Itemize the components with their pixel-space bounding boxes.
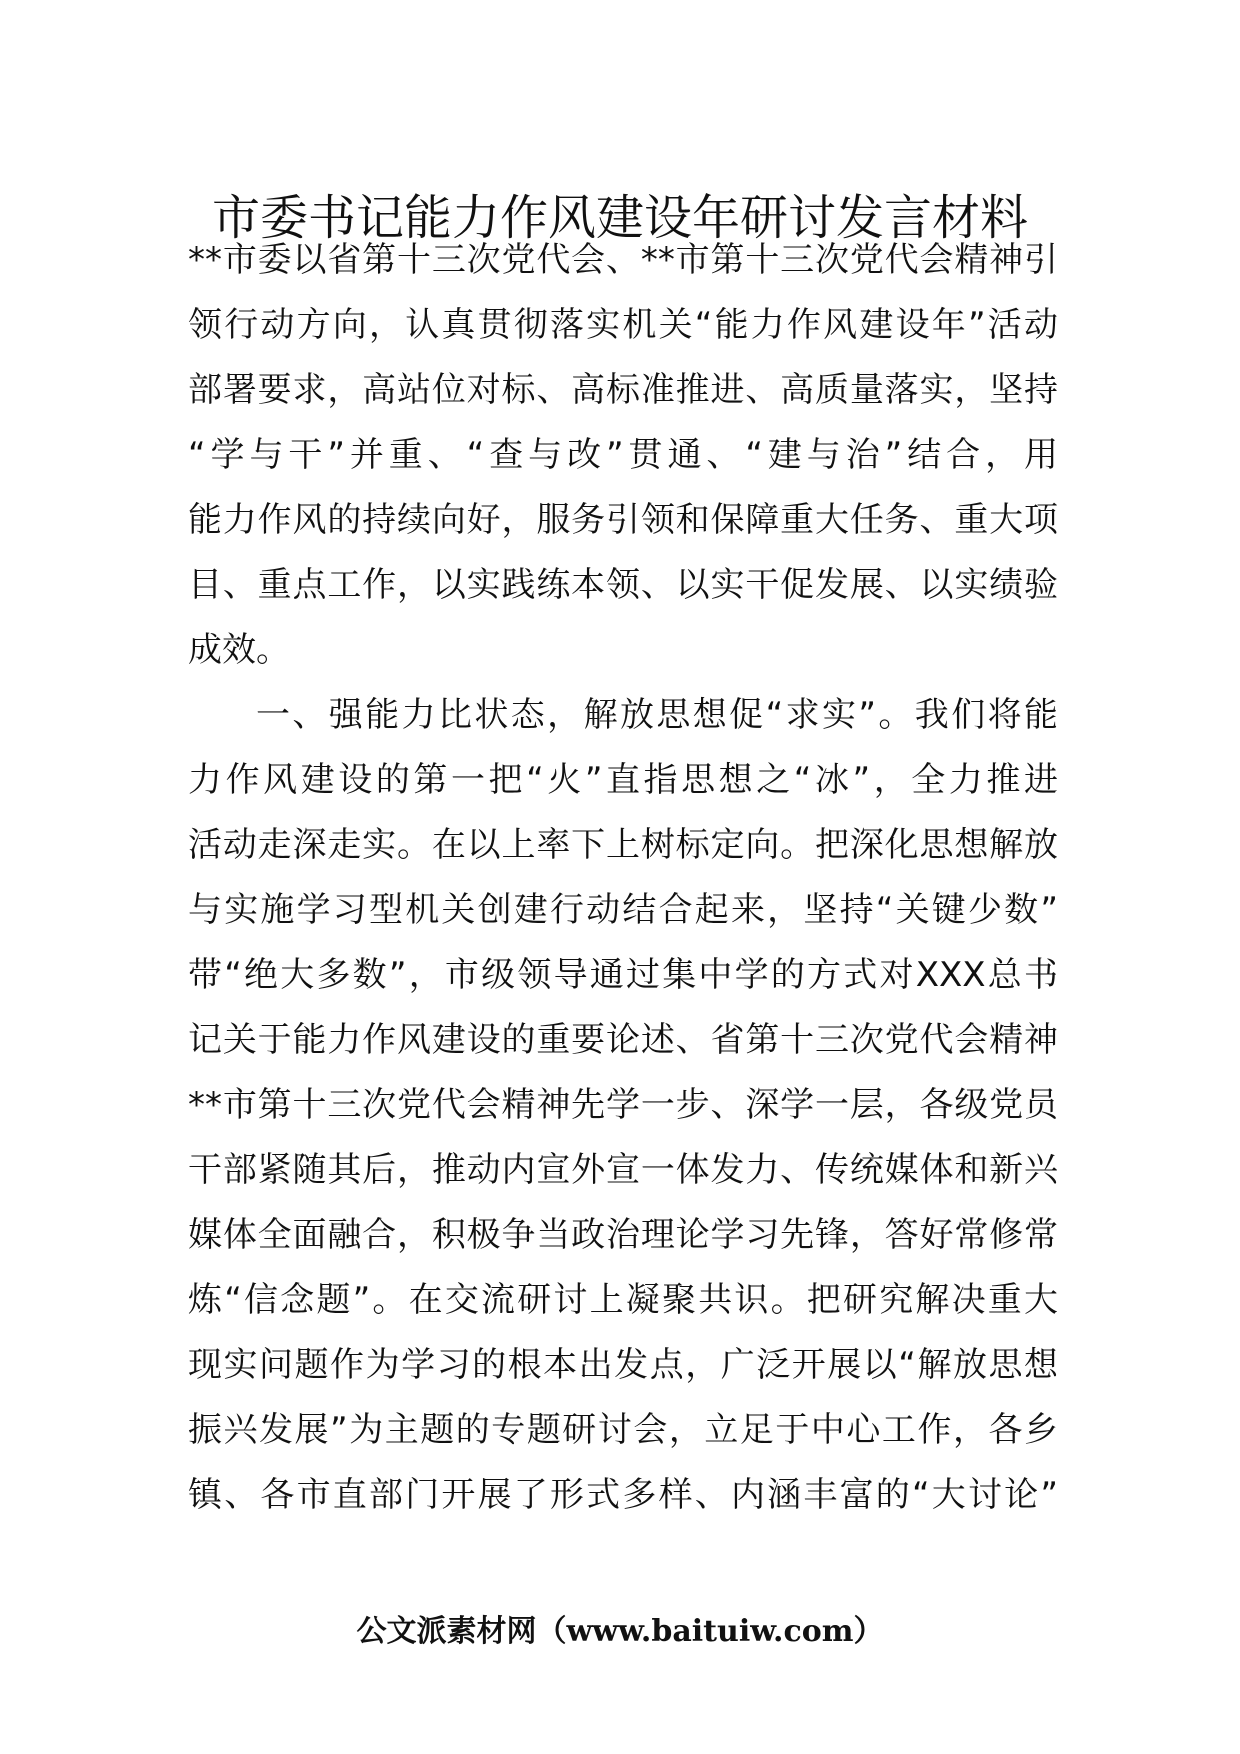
text-line: 现实问题作为学习的根本出发点，广泛开展以“解放思想 [188, 1345, 1058, 1385]
text-line: 能力作风的持续向好，服务引领和保障重大任务、重大项 [188, 500, 1058, 540]
text-line: 部署要求，高站位对标、高标准推进、高质量落实，坚持 [188, 370, 1058, 410]
text-line: 带“绝大多数”，市级领导通过集中学的方式对XXX总书 [188, 955, 1058, 995]
document-title: 市委书记能力作风建设年研讨发言材料 [211, 190, 1028, 246]
text-line: 媒体全面融合，积极争当政治理论学习先锋，答好常修常 [188, 1215, 1058, 1255]
text-line: 镇、各市直部门开展了形式多样、内涵丰富的“大讨论” [188, 1475, 1058, 1515]
document-body [188, 228, 1058, 1528]
text-line: 一、强能力比状态，解放思想促“求实”。我们将能 [256, 695, 1058, 735]
text-line: “学与干”并重、“查与改”贯通、“建与治”结合，用 [188, 435, 1058, 475]
text-line: 炼“信念题”。在交流研讨上凝聚共识。把研究解决重大 [188, 1280, 1058, 1320]
text-line: 活动走深走实。在以上率下上树标定向。把深化思想解放 [188, 825, 1058, 865]
text-line: 领行动方向，认真贯彻落实机关“能力作风建设年”活动 [188, 305, 1058, 345]
text-line: 干部紧随其后，推动内宣外宣一体发力、传统媒体和新兴 [188, 1150, 1058, 1190]
text-line: **市第十三次党代会精神先学一步、深学一层，各级党员 [188, 1085, 1058, 1125]
text-line: 力作风建设的第一把“火”直指思想之“冰”，全力推进 [188, 760, 1058, 800]
text-line: 与实施学习型机关创建行动结合起来，坚持“关键少数” [188, 890, 1058, 930]
page-footer-watermark: 公文派素材网（www.baituiw.com） [356, 1614, 884, 1649]
text-line: 振兴发展”为主题的专题研讨会，立足于中心工作，各乡 [188, 1410, 1058, 1450]
text-line: 目、重点工作，以实践练本领、以实干促发展、以实绩验 [188, 565, 1058, 605]
paragraph-intro [188, 228, 1058, 683]
text-line: **市委以省第十三次党代会、**市第十三次党代会精神引 [188, 240, 1058, 280]
text-line: 记关于能力作风建设的重要论述、省第十三次党代会精神 [188, 1020, 1058, 1060]
text-line: 成效。 [188, 630, 290, 670]
paragraph-section-one [188, 683, 1058, 1528]
